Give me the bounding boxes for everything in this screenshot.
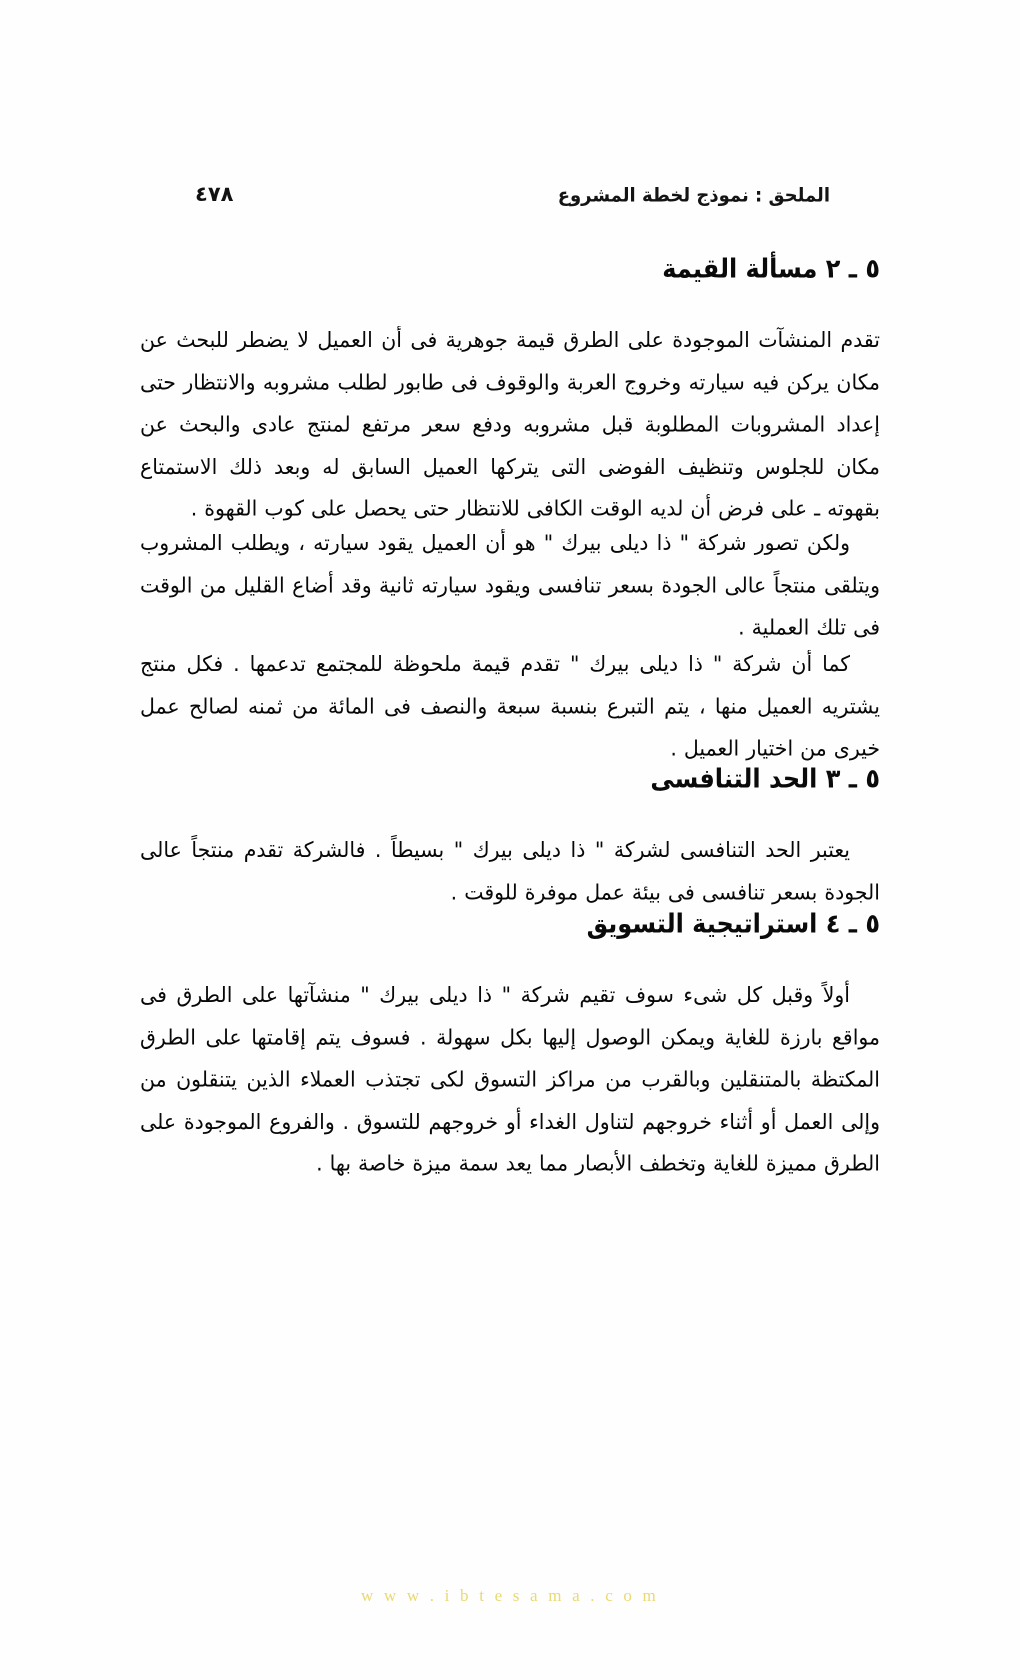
- text-column: [140, 255, 880, 1176]
- paragraph-value-3: كما أن شركة " ذا ديلى بيرك " تقدم قيمة ملحوظة للمجتمع تدعمها . فكل منتج يشتريه العميل منها ، يتم التبرع بنسبة سبعة والنصف فى المائة من ثمنه لصالح عمل خيرى من اختيار العميل .: [140, 651, 880, 761]
- paragraph-value-1: تقدم المنشآت الموجودة على الطرق قيمة جوهرية فى أن العميل لا يضطر للبحث عن مكان يركن فيه سيارته وخروج العربة والوقوف فى طابور لطلب مشروبه والانتظار حتى إعداد المشروبات المطلوبة قبل مشروبه ودفع سعر مرتفع لمنتج عادى والبحث عن مكان للجلوس وتنظيف الفوضى التى يتركها العميل السابق له وبعد ذلك الاستمتاع بقهوته ـ على فرض أن لديه الوقت الكافى للانتظار حتى يحصل على كوب القهوة .: [140, 327, 880, 521]
- heading-gap: [140, 795, 880, 829]
- section-heading-value-problem: ٥ ـ ٢ مسألة القيمة: [662, 253, 880, 284]
- running-head: [0, 182, 1020, 206]
- paragraph-competitive-1: يعتبر الحد التنافسى لشركة " ذا ديلى بيرك " بسيطاً . فالشركة تقدم منتجاً عالى الجودة بسعر تنافسى فى بيئة عمل موفرة للوقت .: [140, 836, 880, 904]
- paragraph-marketing-1: أولاً وقبل كل شىء سوف تقيم شركة " ذا ديلى بيرك " منشآتها على الطرق فى مواقع بارزة للغاية ويمكن الوصول إليها بكل سهولة . فسوف يتم إقامتها على الطرق المكتظة بالمتنقلين وبالقرب من مراكز التسوق لكى تجتذب العملاء الذين يتنقلون من وإلى العمل أو أثناء خروجهم لتناول الغداء أو خروجهم للتسوق . والفروع الموجودة على الطرق مميزة للغاية وتخطف الأبصار مما يعد سمة ميزة خاصة بها .: [140, 981, 880, 1176]
- page-number: ٤٧٨: [195, 182, 234, 206]
- section-heading-marketing-strategy: ٥ ـ ٤ استراتيجية التسويق: [586, 907, 880, 939]
- heading-gap: [140, 940, 880, 974]
- heading-gap: [140, 285, 880, 319]
- site-watermark: w w w . i b t e s a m a . c o m: [361, 1586, 659, 1605]
- running-head-title: الملحق : نموذج لخطة المشروع: [557, 184, 830, 207]
- section-heading-competitive-edge: ٥ ـ ٣ الحد التنافسى: [650, 762, 880, 794]
- paragraph-value-2: ولكن تصور شركة " ذا ديلى بيرك " هو أن العميل يقود سيارته ، ويطلب المشروب ويتلقى منتجاً عالى الجودة بسعر تنافسى ويقود سيارته ثانية وقد أضاع القليل من الوقت فى تلك العملية .: [140, 529, 880, 640]
